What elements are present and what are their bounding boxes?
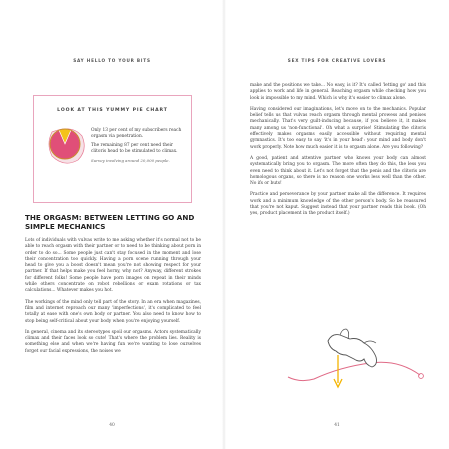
running-head-left: SAY HELLO TO YOUR BITS [73,58,151,63]
pie-chart [42,122,90,168]
callout-fact-one: Only 13 per cent of my subscribers reach orgasm via penetration. [91,128,182,140]
callout-text [91,128,187,167]
pie-slices [50,129,80,159]
page-number-left: 40 [109,423,115,428]
line-end-loop [419,374,424,379]
callout-fact-two: The remaining 87 per cent need their clitoris head to be stimulated to climax. [91,143,178,155]
callout-survey-note: Survey involving around 20,000 people. [91,158,170,164]
pink-line [288,362,420,380]
pie-chart-callout [33,95,192,203]
right-paragraph-4: Practice and perseverance by your partner make all the difference. It requires work and a minimum knowledge of the other person's body. So be reassured that you're not kaput. Suggest instead that your partner reads this book. (Oh yes, product placement in the product itself.) [250,192,426,217]
right-paragraph-1: make and the positions we take... No easy, is it? It's called 'letting go' and this applies to work and life in general. Reaching orgasm while checking how you look is impossible to my mind. Which is why it's easier to climax alone. [250,83,426,101]
hand-thumb [364,341,376,343]
left-page [0,0,224,449]
section-heading: THE ORGASM: BETWEEN LETTING GO AND SIMPLE MECHANICS [25,213,195,231]
hand-illustration [280,325,430,405]
right-paragraph-3: A good, patient and attentive partner who knows your body can almost systematically bring you to orgasm. The more often they do this, the less you even need to think about it. Let's not forget that the penis and the clitoris are homologous organs, so there is no reason one works less well than the other. No ifs or buts! [250,155,426,187]
right-page [225,0,449,449]
running-head-right: SEX TIPS FOR CREATIVE LOVERS [287,58,387,63]
right-body-text [250,83,426,223]
left-paragraph-3: In general, cinema and its stereotypes spoil our orgasms. Actors systematically climax and their faces look so cute! That's where the problem lies. Reality is something else and when we're having fun we're wanting to lose ourselves forget our facial expressions, the noises we [25,329,201,354]
callout-title: LOOK AT THIS YUMMY PIE CHART [57,108,168,113]
page-number-right: 41 [334,423,340,428]
left-paragraph-1: Lots of individuals with vulvas write to me asking whether it's normal not to be able to reach orgasm with their partner or to need to be thinking about porn in order to do so... Some people just can't stay focused in the moment and lose their concentration too quickly. Having a porn scene running through your head to give you a boost doesn't mean you're not showing respect for your partner. If that helps make you feel horny, why not? Anyway, different strokes for different folks! Some people have porn images on repeat in their minds while others concentrate on robot rebellions or exam rotations or tax calculations... Whatever makes you hot. [25,238,201,294]
left-body-text [25,238,201,360]
left-paragraph-2: The workings of the mind only tell part of the story. In an era when magazines, film and internet reproach our many 'imperfections', it's complicated to feel totally at ease with one's own body or partner. You also need to know how to stop being self-critical about your body when you're enjoying yourself. [25,299,201,324]
right-paragraph-2: Having considered our imaginations, let's move on to the mechanics. Popular belief tells us that vulvas reach orgasm through mental prowess and penises mechanically. That's very guilt-inducing because, if you believe it, it makes many among us 'non-functional'. Oh what a surprise! Stimulating the clitoris effectively makes orgasms easily accessible without requiring mental gymnastics. It's too easy to say 'it's in your head': your mind and body don't work properly. Note how much easier it is to orgasm alone. Are you following? [250,106,426,150]
hand-outline [328,335,377,367]
